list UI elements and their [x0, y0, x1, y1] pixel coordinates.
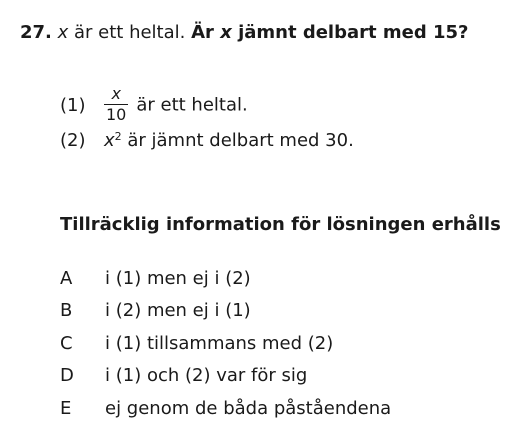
question-ask — [191, 22, 468, 43]
fraction-numerator: x — [111, 84, 121, 103]
option-a — [60, 267, 251, 291]
question-stem — [20, 21, 468, 45]
option-b-letter: B — [60, 300, 73, 321]
option-a-text: i (1) men ej i (2) — [105, 268, 251, 289]
question-number: 27. — [20, 22, 52, 43]
question-ask-variable: x — [220, 22, 232, 43]
question-ask-prefix: Är — [191, 22, 221, 43]
question-variable: x — [57, 22, 69, 43]
question-ask-rest: jämnt delbart med 15? — [231, 22, 469, 43]
option-e — [60, 397, 391, 421]
option-d-text: i (1) och (2) var för sig — [105, 365, 308, 386]
option-b-text: i (2) men ej i (1) — [105, 300, 251, 321]
option-a-letter: A — [60, 268, 73, 289]
info-heading: Tillräcklig information för lösningen erhålls — [60, 214, 501, 235]
option-d-letter: D — [60, 365, 74, 386]
statement-1-text: är ett heltal. — [136, 94, 248, 116]
statement-2-text: är jämnt delbart med 30. — [121, 130, 354, 151]
option-e-text: ej genom de båda påståendena — [105, 398, 392, 419]
option-c-text: i (1) tillsammans med (2) — [105, 333, 334, 354]
statement-1-fraction — [104, 85, 128, 124]
statement-2-label: (2) — [60, 130, 86, 151]
statement-2-base: x — [104, 130, 115, 151]
option-c — [60, 332, 333, 356]
statement-1 — [60, 86, 248, 125]
option-b — [60, 299, 251, 323]
option-d — [60, 364, 307, 388]
statement-2-exponent: 2 — [114, 130, 122, 143]
fraction-denominator: 10 — [106, 105, 127, 124]
option-c-letter: C — [60, 333, 73, 354]
statement-2 — [60, 129, 354, 153]
statement-1-label: (1) — [60, 94, 86, 116]
question-intro-text: är ett heltal. — [68, 22, 186, 43]
option-e-letter: E — [60, 398, 72, 419]
